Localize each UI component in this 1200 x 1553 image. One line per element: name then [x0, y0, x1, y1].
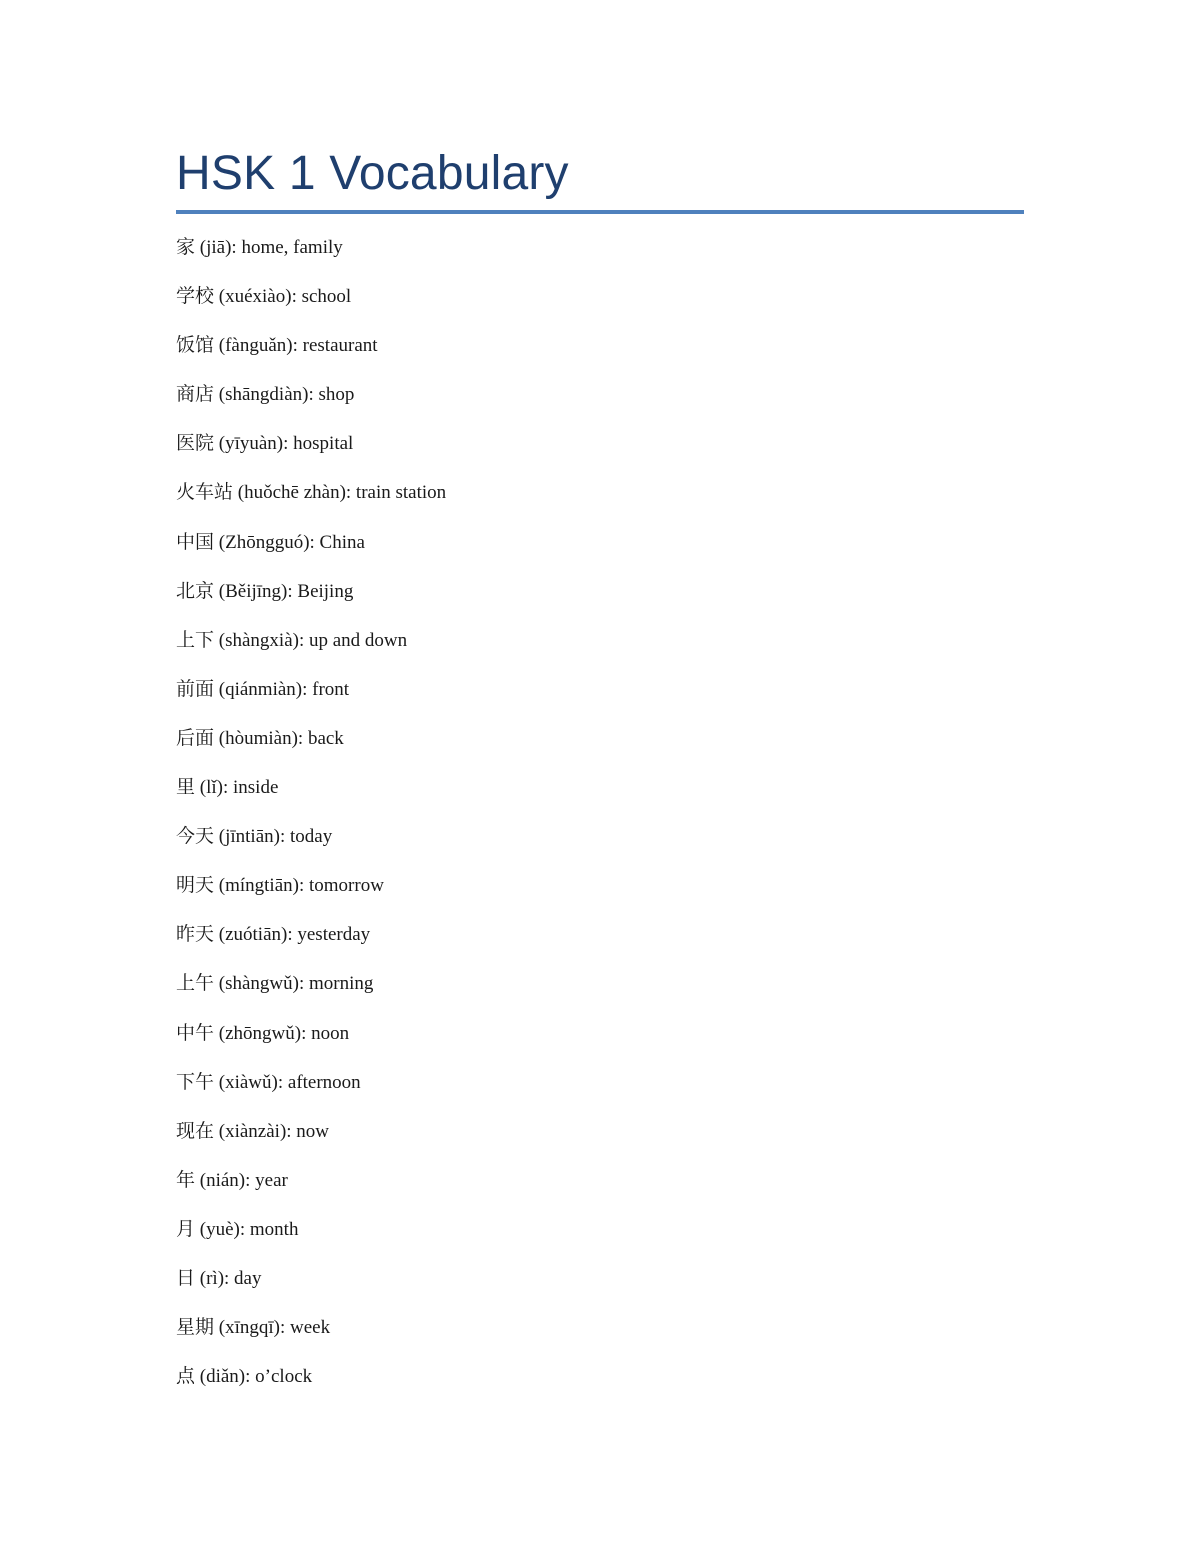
vocab-entry	[176, 1312, 1024, 1361]
vocab-hanzi: 后面	[176, 726, 215, 749]
vocab-definition: (jīntiān): today	[214, 826, 333, 848]
vocab-hanzi: 昨天	[176, 923, 215, 946]
vocab-hanzi: 火车站	[176, 481, 234, 504]
vocab-hanzi: 中午	[176, 1021, 215, 1044]
vocab-hanzi: 今天	[176, 825, 215, 848]
vocab-hanzi: 饭馆	[176, 334, 215, 357]
vocab-hanzi: 医院	[176, 432, 215, 455]
vocab-entry	[176, 870, 1024, 919]
vocab-hanzi: 前面	[176, 677, 215, 700]
vocab-definition: (nián): year	[195, 1169, 288, 1191]
vocab-entry	[176, 232, 1024, 281]
vocab-definition: (fànguǎn): restaurant	[214, 335, 378, 357]
vocab-hanzi: 点	[176, 1365, 196, 1388]
vocab-hanzi: 上下	[176, 628, 215, 651]
vocab-definition: (xīngqī): week	[214, 1317, 331, 1339]
vocab-definition: (yuè): month	[195, 1218, 299, 1240]
vocab-hanzi: 现在	[176, 1119, 215, 1142]
vocab-entry	[176, 1263, 1024, 1312]
vocab-definition: (jiā): home, family	[195, 237, 343, 258]
vocab-entry	[176, 1165, 1024, 1214]
vocab-entry	[176, 625, 1024, 674]
vocab-hanzi: 日	[176, 1266, 196, 1289]
vocab-definition: (xiàwǔ): afternoon	[214, 1071, 361, 1093]
vocab-list	[176, 232, 1024, 1410]
vocab-definition: (shāngdiàn): shop	[214, 384, 355, 406]
vocab-hanzi: 中国	[176, 530, 215, 553]
vocab-entry	[176, 1214, 1024, 1263]
vocab-definition: (Běijīng): Beijing	[214, 580, 354, 602]
vocab-hanzi: 家	[176, 236, 196, 258]
vocab-hanzi: 星期	[176, 1316, 215, 1339]
vocab-hanzi: 里	[176, 776, 196, 799]
vocab-entry	[176, 772, 1024, 821]
vocab-definition: (rì): day	[195, 1267, 262, 1289]
vocab-entry	[176, 723, 1024, 772]
vocab-entry	[176, 281, 1024, 330]
vocab-definition: (xiànzài): now	[214, 1120, 330, 1142]
vocab-entry	[176, 527, 1024, 576]
vocab-entry	[176, 674, 1024, 723]
vocab-definition: (qiánmiàn): front	[214, 678, 350, 700]
vocab-definition: (lǐ): inside	[195, 777, 279, 799]
vocab-entry	[176, 968, 1024, 1017]
vocab-definition: (zuótiān): yesterday	[214, 924, 371, 946]
vocab-definition: (shàngxià): up and down	[214, 629, 408, 651]
vocab-entry	[176, 1018, 1024, 1067]
vocab-entry	[176, 379, 1024, 428]
vocab-hanzi: 下午	[176, 1070, 215, 1093]
title-underline	[176, 210, 1024, 214]
vocab-entry	[176, 477, 1024, 526]
document-content	[176, 140, 1024, 1410]
vocab-hanzi: 年	[176, 1168, 196, 1191]
vocab-hanzi: 北京	[176, 579, 215, 602]
vocab-entry	[176, 428, 1024, 477]
vocab-entry	[176, 576, 1024, 625]
vocab-definition: (zhōngwǔ): noon	[214, 1022, 350, 1044]
vocab-definition: (diǎn): o’clock	[195, 1366, 313, 1388]
page-title: HSK 1 Vocabulary	[176, 147, 569, 200]
vocab-definition: (míngtiān): tomorrow	[214, 875, 384, 897]
vocab-definition: (hòumiàn): back	[214, 727, 344, 749]
vocab-entry	[176, 1116, 1024, 1165]
vocab-definition: (xuéxiào): school	[214, 286, 352, 308]
vocab-definition: (yīyuàn): hospital	[214, 433, 354, 455]
vocab-definition: (Zhōngguó): China	[214, 531, 365, 553]
vocab-definition: (huǒchē zhàn): train station	[233, 482, 447, 504]
vocab-hanzi: 上午	[176, 972, 215, 995]
vocab-hanzi: 学校	[176, 285, 215, 308]
vocab-entry	[176, 821, 1024, 870]
vocab-definition: (shàngwǔ): morning	[214, 973, 374, 995]
vocab-entry	[176, 1361, 1024, 1410]
vocab-hanzi: 商店	[176, 383, 215, 406]
vocab-entry	[176, 919, 1024, 968]
vocab-hanzi: 明天	[176, 874, 215, 897]
vocab-hanzi: 月	[176, 1217, 196, 1240]
vocab-entry	[176, 330, 1024, 379]
vocab-entry	[176, 1067, 1024, 1116]
